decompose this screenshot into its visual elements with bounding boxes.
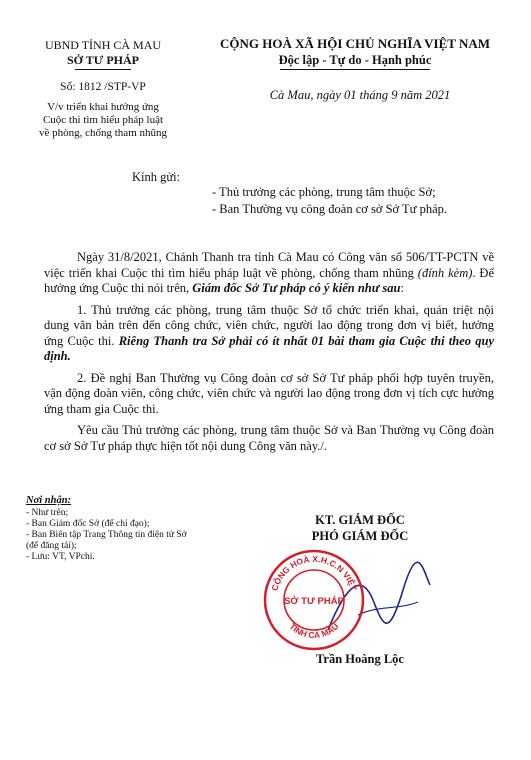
distribution-list	[26, 495, 196, 563]
body-text-emphasis: Giám đốc Sở Tư pháp có ý kiến như sau	[192, 281, 401, 295]
svg-text:CỘNG HOÀ X.H.C.N VIỆT: CỘNG HOÀ X.H.C.N VIỆT	[269, 553, 359, 592]
issue-date: Cà Mau, ngày 01 tháng 9 năm 2021	[269, 88, 451, 102]
issuer-block	[28, 38, 178, 140]
body-text-emphasis: Riêng Thanh tra Sở phải có ít nhất 01 bài tham gia Cuộc thi theo quy định.	[44, 333, 494, 363]
distribution-item: - Ban Giám đốc Sở (để chỉ đạo);	[26, 519, 150, 529]
signature-title-line: KT. GIÁM ĐỐC	[315, 513, 405, 527]
signature-title-line: PHÓ GIÁM ĐỐC	[311, 529, 409, 543]
distribution-item: - Như trên;	[26, 508, 69, 518]
document-number: Số: 1812 /STP-VP	[60, 81, 146, 93]
svg-text:TỈNH CÀ MAU: TỈNH CÀ MAU	[287, 621, 341, 641]
department-underline	[75, 69, 131, 70]
province-name: UBND TỈNH CÀ MAU	[44, 38, 162, 52]
distribution-item: - Ban Biên tập Trang Thông tin điện tử Sở (để đăng tải);	[26, 530, 187, 551]
body-paragraph	[44, 303, 494, 365]
subject-line: V/v triển khai hưởng ứng	[47, 101, 159, 113]
subject-summary	[28, 101, 178, 140]
official-seal	[262, 548, 366, 652]
distribution-title: Nơi nhận:	[26, 495, 72, 506]
body-paragraph	[44, 250, 494, 297]
subject-line: Cuộc thi tìm hiểu pháp luật	[42, 114, 164, 126]
national-motto: Độc lập - Tự do - Hạnh phúc	[278, 53, 432, 67]
body-text: :	[400, 281, 404, 295]
body-paragraph: Yêu cầu Thủ trưởng các phòng, trung tâm thuộc Sở và Ban Thường vụ Công đoàn cơ sở Sở Tư pháp thực hiện tốt nội dung Công văn này./.	[44, 423, 494, 453]
body-paragraph: 2. Đề nghị Ban Thường vụ Công đoàn cơ sở Sở Tư pháp phối hợp tuyên truyền, vận động đoàn viên, công chức, viên chức và người lao động trong đơn vị tích cực hưởng ứng tham gia Cuộc thi.	[44, 370, 494, 416]
signer-name: Trần Hoàng Lộc	[316, 652, 404, 666]
country-name: CỘNG HOÀ XÃ HỘI CHỦ NGHĨA VIỆT NAM	[219, 36, 491, 51]
signature-title	[260, 512, 460, 544]
motto-underline	[280, 69, 430, 70]
recipient-item: - Thủ trưởng các phòng, trung tâm thuộc Sở;	[212, 185, 436, 199]
body-text-italic: (đính kèm)	[417, 265, 473, 280]
subject-line: về phòng, chống tham nhũng	[38, 127, 167, 139]
recipients-label: Kính gửi:	[132, 170, 181, 184]
body-text: Ngày 31/8/2021, Chánh Thanh tra tỉnh Cà Mau có Công văn số 506/TT-PCTN về việc triển khai Cuộc thi tìm hiểu pháp luật về phòng, chống tham nhũng	[44, 250, 494, 280]
distribution-item: - Lưu: VT, VPchi.	[26, 552, 95, 562]
svg-text:SỞ TƯ PHÁP: SỞ TƯ PHÁP	[284, 596, 344, 607]
body-text: 1. Thủ trưởng các phòng, trung tâm thuộc Sở tổ chức triển khai, quán triệt nội dung văn bản trên đến công chức, viên chức, người lao động trong đơn vị biết, hưởng ứng Cuộc thi.	[44, 302, 494, 348]
recipient-item: - Ban Thường vụ công đoàn cơ sở Sở Tư pháp.	[212, 202, 447, 216]
body-text: . Để hưởng ứng Cuộc thi nói trên,	[44, 265, 495, 295]
document-body	[44, 250, 494, 460]
national-header	[205, 36, 505, 70]
department-name: SỞ TƯ PHÁP	[66, 53, 139, 67]
